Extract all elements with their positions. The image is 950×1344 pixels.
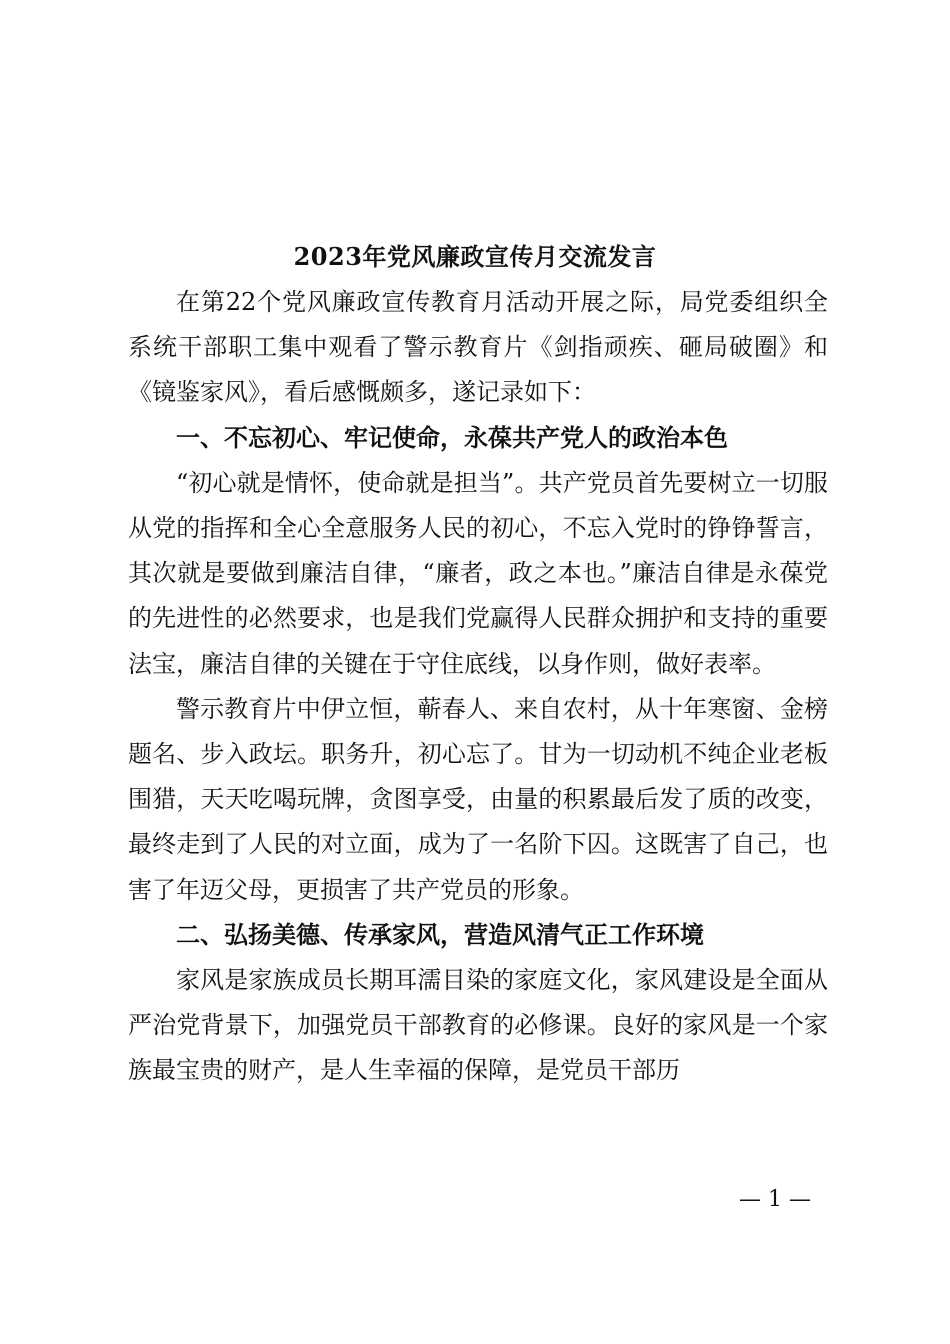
page-number: — 1 —: [739, 1187, 811, 1212]
section-1-heading: 一、不忘初心、牢记使命，永葆共产党人的政治本色: [176, 423, 728, 452]
section-2-paragraph-1: 家风是家族成员长期耳濡目染的家庭文化，家风建设是全面从严治党背景下，加强党员干部教育的必修课。良好的家风是一个家族最宝贵的财产，是人生幸福的保障，是党员干部历: [128, 966, 828, 1085]
section-2-heading: 二、弘扬美德、传承家风，营造风清气正工作环境: [176, 920, 704, 949]
section-1-paragraph-1: “初心就是情怀，使命就是担当”。共产党员首先要树立一切服从党的指挥和全心全意服务人民的初心，不忘入党时的铮铮誓言，其次就是要做到廉洁自律，“廉者，政之本也。”廉洁自律是永葆党的先进性的必然要求，也是我们党赢得人民群众拥护和支持的重要法宝，廉洁自律的关键在于守住底线，以身作则，做好表率。: [128, 468, 828, 678]
section-1-paragraph-2: 警示教育片中伊立恒，蕲春人、来自农村，从十年寒窗、金榜题名、步入政坛。职务升，初心忘了。甘为一切动机不纯企业老板围猎，天天吃喝玩牌，贪图享受，由量的积累最后发了质的改变，最终走到了人民的对立面，成为了一名阶下囚。这既害了自己，也害了年迈父母，更损害了共产党员的形象。: [128, 694, 828, 904]
document-title: 2023年党风廉政宣传月交流发言: [293, 242, 657, 271]
intro-paragraph: 在第22个党风廉政宣传教育月活动开展之际，局党委组织全系统干部职工集中观看了警示教育片《剑指顽疾、砸局破圈》和《镜鉴家风》，看后感慨颇多，遂记录如下：: [128, 288, 828, 407]
document-body: [128, 280, 828, 1094]
